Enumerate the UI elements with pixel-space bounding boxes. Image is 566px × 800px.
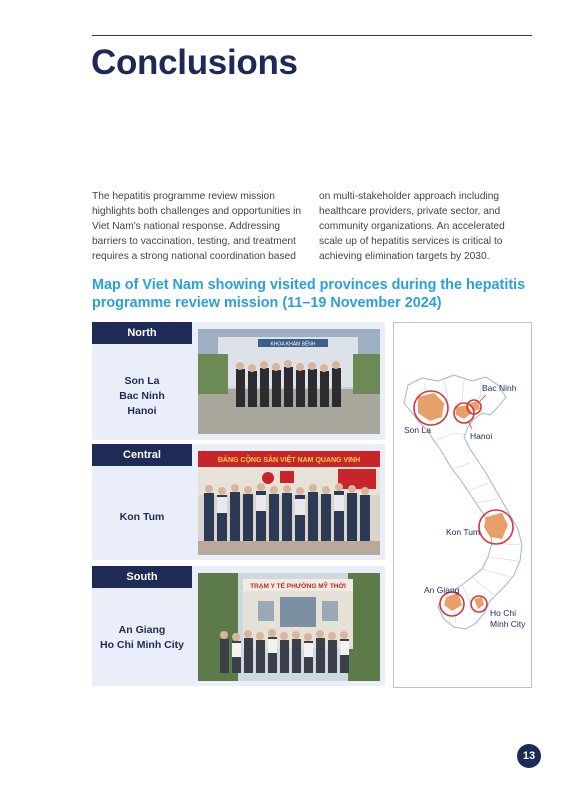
region-places-south — [92, 623, 192, 653]
place-son-la: Son La — [124, 375, 160, 387]
vietnam-map — [393, 322, 532, 688]
region-south — [92, 566, 385, 686]
region-places-central — [92, 510, 192, 525]
map-label-son-la: Son La — [404, 425, 431, 435]
region-central — [92, 444, 385, 560]
photo-north — [198, 329, 380, 434]
region-header-central: Central — [92, 444, 192, 466]
place-kon-tum: Kon Tum — [119, 511, 165, 523]
place-ho-chi-minh-city: Ho Chi Minh City — [100, 639, 184, 651]
place-an-giang: An Giang — [118, 624, 166, 636]
photo-central-banner: ĐẢNG CỘNG SẢN VIỆT NAM QUANG VINH — [217, 457, 361, 464]
region-header-south: South — [92, 566, 192, 588]
intro-paragraph-col2: on multi-stakeholder approach including healthcare providers, private sector, and community organizations. An accelerated scale up of hepatitis services is critical to achieving elimination targets by 2030. — [319, 191, 505, 262]
map-label-hcm-1: Ho Chi — [490, 608, 516, 618]
photo-south-sign: TRẠM Y TẾ PHƯỜNG MỸ THỚI — [250, 583, 346, 590]
photo-north-sign: KHOA KHÁM BỆNH — [270, 341, 316, 348]
region-places-north — [92, 374, 192, 419]
region-header-north: North — [92, 322, 192, 344]
top-rule — [92, 35, 532, 36]
place-hanoi: Hanoi — [127, 405, 157, 417]
map-label-hanoi: Hanoi — [470, 431, 493, 441]
map-label-an-giang: An Giang — [424, 585, 460, 595]
page-number: 13 — [517, 744, 541, 768]
map-label-hcm-2: Minh City — [490, 619, 526, 629]
map-heading: Map of Viet Nam showing visited provinces during the hepatitis programme review mission (11–19 November 2024) — [92, 277, 526, 311]
intro-paragraph-col1: The hepatitis programme review mission highlights both challenges and opportunities in Viet Nam's national response. Addressing barriers to vaccination, testing, and treatment requires a strong national coordination based — [92, 191, 301, 262]
region-north — [92, 322, 385, 440]
page-title: Conclusions — [91, 43, 298, 82]
place-bac-ninh: Bac Ninh — [119, 390, 165, 402]
map-label-bac-ninh: Bac Ninh — [482, 383, 517, 393]
photo-south — [198, 573, 380, 681]
map-label-kon-tum: Kon Tum — [446, 527, 481, 537]
photo-central — [198, 451, 380, 555]
